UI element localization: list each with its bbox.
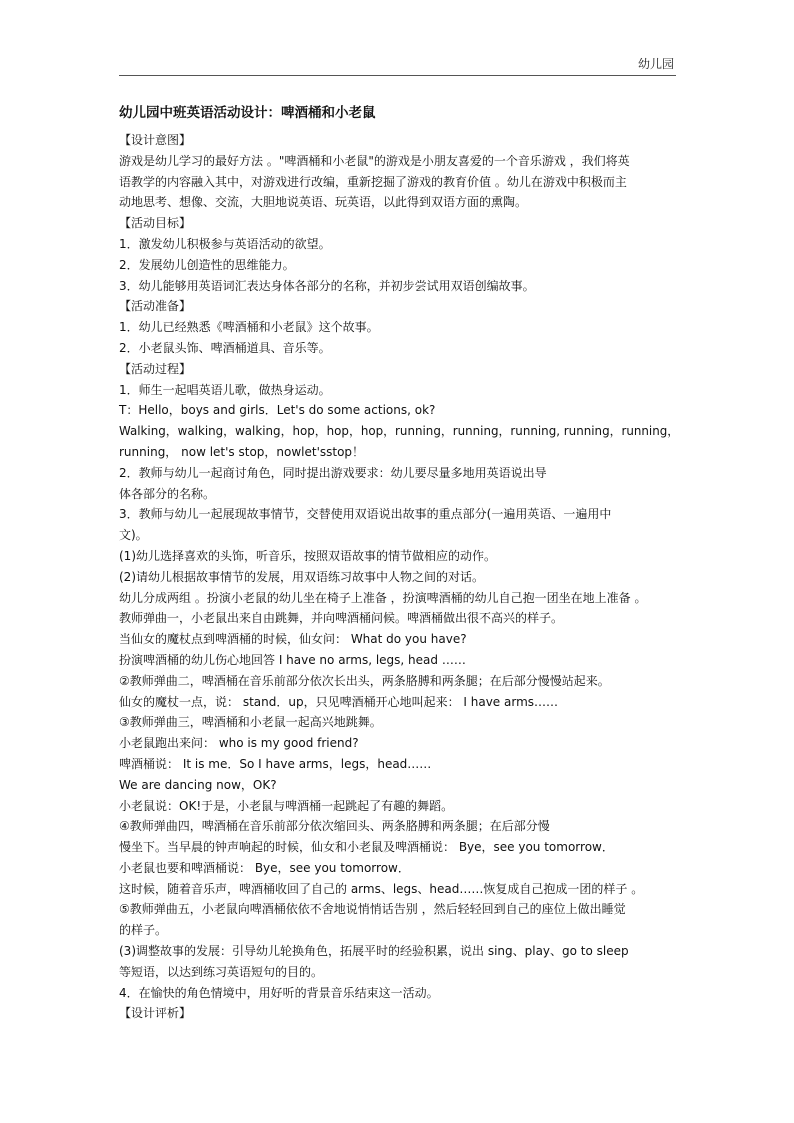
text-line: 慢坐下。当早晨的钟声响起的时候，仙女和小老鼠及啤酒桶说： Bye，see you tomorrow． [119, 840, 614, 855]
text-line: 3．教师与幼儿一起展现故事情节，交替使用双语说出故事的重点部分(一遍用英语、一遍用中 [119, 507, 612, 522]
text-line: 等短语，以达到练习英语短句的目的。 [119, 964, 324, 979]
text-line: 1．激发幼儿积极参与英语活动的欲望。 [119, 236, 331, 251]
text-line: 1．幼儿已经熟悉《啤酒桶和小老鼠》这个故事。 [119, 320, 379, 335]
text-line: 小老鼠说：OK!于是，小老鼠与啤酒桶一起跳起了有趣的舞蹈。 [119, 798, 454, 813]
text-line: 语教学的内容融入其中，对游戏进行改编，重新挖掘了游戏的教育价值 。幼儿在游戏中积极而主 [119, 174, 627, 189]
text-line: running， now let's stop，nowlet'sstop！ [119, 444, 365, 459]
text-line: ②教师弹曲二，啤酒桶在音乐前部分依次长出头，两条胳膊和两条腿；在后部分慢慢站起来。 [119, 673, 610, 688]
text-line: 小老鼠跑出来问： who is my good friend? [119, 736, 359, 751]
header-text: 幼儿园 [637, 57, 674, 71]
text-line: 1．师生一起唱英语儿歌，做热身运动。 [119, 382, 331, 397]
document-title: 幼儿园中班英语活动设计：啤酒桶和小老鼠 [119, 105, 376, 121]
document-body [119, 104, 679, 1024]
text-line: 这时候，随着音乐声，啤酒桶收回了自己的 arms、legs、head……恢复成自己抱成一团的样子 。 [119, 881, 644, 896]
text-line: Walking，walking，walking，hop，hop，hop，running，running，running, running，running， [119, 424, 680, 439]
text-line: 的样子。 [119, 923, 168, 938]
text-line: (2)请幼儿根据故事情节的发展，用双语练习故事中人物之间的对话。 [119, 569, 485, 584]
text-line: 【设计意图】 [119, 133, 192, 147]
document-lines [119, 130, 679, 1024]
text-line: 3．幼儿能够用英语词汇表达身体各部分的名称，并初步尝试用双语创编故事。 [119, 278, 535, 293]
text-line: 4．在愉快的角色情境中，用好听的背景音乐结束这一活动。 [119, 985, 439, 1000]
text-line: 幼儿分成两组 。扮演小老鼠的幼儿坐在椅子上准备 ，扮演啤酒桶的幼儿自己抱一团坐在地上准备 。 [119, 590, 647, 605]
text-line: 【活动目标】 [119, 216, 192, 231]
text-line: (3)调整故事的发展：引导幼儿轮换角色，拓展平时的经验积累，说出 sing、play、go to sleep [119, 944, 629, 959]
text-line: 文)。 [119, 528, 148, 543]
text-line: 动地思考、想像、交流，大胆地说英语、玩英语，以此得到双语方面的熏陶。 [119, 195, 528, 210]
text-line: 2．发展幼儿创造性的思维能力。 [119, 257, 295, 272]
text-line: 2．教师与幼儿一起商讨角色，同时提出游戏要求：幼儿要尽量多地用英语说出导 [119, 465, 547, 480]
text-line: 扮演啤酒桶的幼儿伤心地回答 I have no arms, legs, head …… [119, 652, 466, 667]
text-line: 【设计评析】 [119, 1006, 192, 1021]
text-line: (1)幼儿选择喜欢的头饰，听音乐，按照双语故事的情节做相应的动作。 [119, 548, 497, 563]
text-line: 当仙女的魔杖点到啤酒桶的时候，仙女问： What do you have? [119, 632, 467, 647]
text-line: T：Hello，boys and girls．Let's do some actions, ok? [119, 403, 436, 418]
text-line: ③教师弹曲三，啤酒桶和小老鼠一起高兴地跳舞。 [119, 715, 382, 730]
text-line: 【活动准备】 [119, 299, 192, 314]
text-line: ④教师弹曲四，啤酒桶在音乐前部分依次缩回头、两条胳膊和两条腿；在后部分慢 [119, 819, 550, 834]
text-line: We are dancing now，OK? [119, 777, 277, 792]
text-line: 【活动过程】 [119, 361, 192, 376]
text-line: 仙女的魔杖一点，说： stand．up，只见啤酒桶开心地叫起来： I have arms…… [119, 694, 559, 709]
text-line: 啤酒桶说： It is me．So I have arms，legs，head…… [119, 756, 432, 771]
text-line: 体各部分的名称。 [119, 486, 216, 501]
text-line: 游戏是幼儿学习的最好方法 。"啤酒桶和小老鼠"的游戏是小朋友喜爱的一个音乐游戏 ，我们将英 [119, 153, 630, 168]
text-line: 教师弹曲一，小老鼠出来自由跳舞，并向啤酒桶问候。啤酒桶做出很不高兴的样子。 [119, 611, 564, 626]
text-line: 2．小老鼠头饰、啤酒桶道具、音乐等。 [119, 340, 331, 355]
page-header [119, 57, 676, 76]
text-line: 小老鼠也要和啤酒桶说： Bye，see you tomorrow． [119, 860, 410, 875]
text-line: ⑤教师弹曲五，小老鼠向啤酒桶依依不舍地说悄悄话告别 ，然后轻轻回到自己的座位上做出睡觉 [119, 902, 626, 917]
